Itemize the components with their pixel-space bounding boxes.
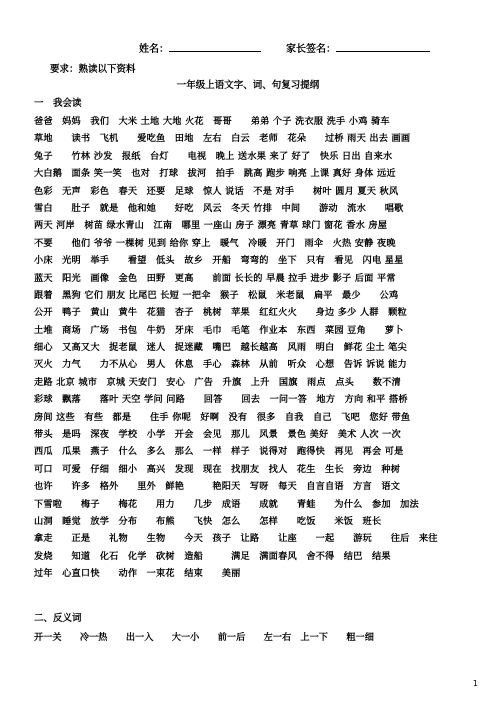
page-number: 1 xyxy=(472,679,478,688)
word-row: 兔子 竹林 沙发 报纸 台灯 电视 晚上 送水果 来了 好了 快乐 日出 自来水 xyxy=(34,150,393,162)
word-row: 两天 河岸 树苗 绿水青山 江南 哪里 一座山 房子 漂亮 青草 球门 窗花 香水 房屋 xyxy=(34,220,388,232)
page-title: 一年级上语文字、词、句复习提纲 xyxy=(176,80,320,91)
word-row: 也许 许多 格外 里外 鲜艳 艳阳天 写呀 每天 自言自语 方言 语文 xyxy=(34,481,401,493)
word-row: 走路 北京 城市 京城 天安门 安心 广告 升旗 上升 国旗 雨点 点头 数不清 xyxy=(34,376,401,388)
word-row: 山洞 睡觉 放学 分布 布熊 飞快 怎么 怎样 吃饭 米饭 班长 xyxy=(34,515,382,527)
antonym-row: 开一关 冷一热 出一入 大一小 前一后 左一右 上一下 粗一细 xyxy=(34,632,374,643)
name-field xyxy=(139,40,261,55)
word-row: 彩球 飘落 落叶 天空 学问 问路 回答 回去 一问一答 地方 方向 和平 搭桥 xyxy=(34,394,408,406)
word-row: 草地 读书 飞机 爱吃鱼 田地 左右 白云 老师 花朵 过桥 雨天 出去 画画 xyxy=(34,133,411,145)
word-row: 不要 他们 爷爷 一棵树 见到 给你 穿上 暖气 冷暖 开门 雨伞 火热 安静 夜晚 xyxy=(34,237,396,249)
parent-signature-blank-line xyxy=(336,42,430,52)
word-row: 带头 是吗 深夜 学校 小学 开会 会见 那儿 风景 景色 美好 美术 人次 一次 xyxy=(34,429,401,441)
word-row: 可口 可爱 仔细 细小 高兴 发现 现在 找朋友 找人 花生 生长 旁边 种树 xyxy=(34,463,401,475)
word-row: 公开 鸭子 黄山 黄牛 花猫 杏子 桃树 苹果 红红火火 身边 多少 人群 颗粒 xyxy=(34,307,407,319)
word-row: 蓝天 阳光 画像 金色 田野 更高 前面 长长的 早晨 拉手 进步 影子 后面 平常 xyxy=(34,272,396,284)
parent-signature-field xyxy=(286,40,430,55)
parent-signature-label: 家长签名： xyxy=(286,44,336,55)
word-row: 土堆 商场 广场 书包 牛奶 牙床 毛巾 毛笔 作业本 东西 菜园 豆角 萝卜 xyxy=(34,324,404,336)
word-row: 房间 这些 有些 都是 住手 你呢 好啊 没有 很多 自我 自己 飞吧 您好 带鱼 xyxy=(34,411,411,423)
name-blank-line xyxy=(169,42,261,52)
word-row: 雪白 肚子 就是 他和她 好吃 风云 冬天 竹排 中间 游动 流水 唱歌 xyxy=(34,202,404,214)
word-row: 过年 心直口快 动作 一束花 结束 美丽 xyxy=(34,568,241,580)
word-row: 西瓜 瓜果 燕子 什么 多么 那么 一样 样子 说得对 跑得快 再见 再会 可是 xyxy=(34,446,404,458)
word-row: 发烧 知道 化石 化学 砍树 造船 满足 满面春风 舍不得 结巴 结果 xyxy=(34,550,391,562)
word-list xyxy=(34,113,468,583)
word-row: 跟着 黑狗 它们 朋友 比尾巴 长短 一把伞 猴子 松鼠 米老鼠 扁平 最少 公鸡 xyxy=(34,289,399,301)
word-row: 爸爸 妈妈 我们 大米 土地 大地 火花 哥哥 弟弟 个子 洗衣服 洗手 小鸡 骑车 xyxy=(34,116,390,127)
word-row: 小床 光明 举手 看望 低头 故乡 开船 弯弯的 坐下 只有 看见 闪电 星星 xyxy=(34,255,404,267)
name-label: 姓名： xyxy=(139,44,169,55)
word-row: 灭火 力气 力不从心 男人 休息 手心 森林 从前 听众 心想 告诉 诉说 能力 xyxy=(34,359,407,371)
word-row: 拿走 正是 礼物 生物 今天 孩子 让路 让座 一起 游玩 往后 来往 xyxy=(34,533,438,545)
word-row: 细心 又高又大 捉老鼠 迷人 捉迷藏 嘴巴 越长越高 风雨 明白 鲜花 尘土 笔尖 xyxy=(34,342,407,354)
section-heading-read: 一 我会读 xyxy=(34,98,82,109)
requirement-text: 要求：熟读以下资料 xyxy=(50,64,136,75)
word-row: 下雪啦 梅子 梅花 用力 几步 成语 成就 青蛙 为什么 参加 加法 xyxy=(34,498,419,510)
word-row: 大白鹅 面条 笑一笑 也对 打球 拔河 拍手 跳高 跑步 响亮 上课 真好 身体 远近 xyxy=(34,168,396,180)
section-heading-antonyms: 二、反义词 xyxy=(34,613,82,624)
word-row: 色彩 无声 彩色 春天 还要 足球 惊人 说话 不是 对手 树叶 圆月 夏天 秋风 xyxy=(34,185,399,197)
